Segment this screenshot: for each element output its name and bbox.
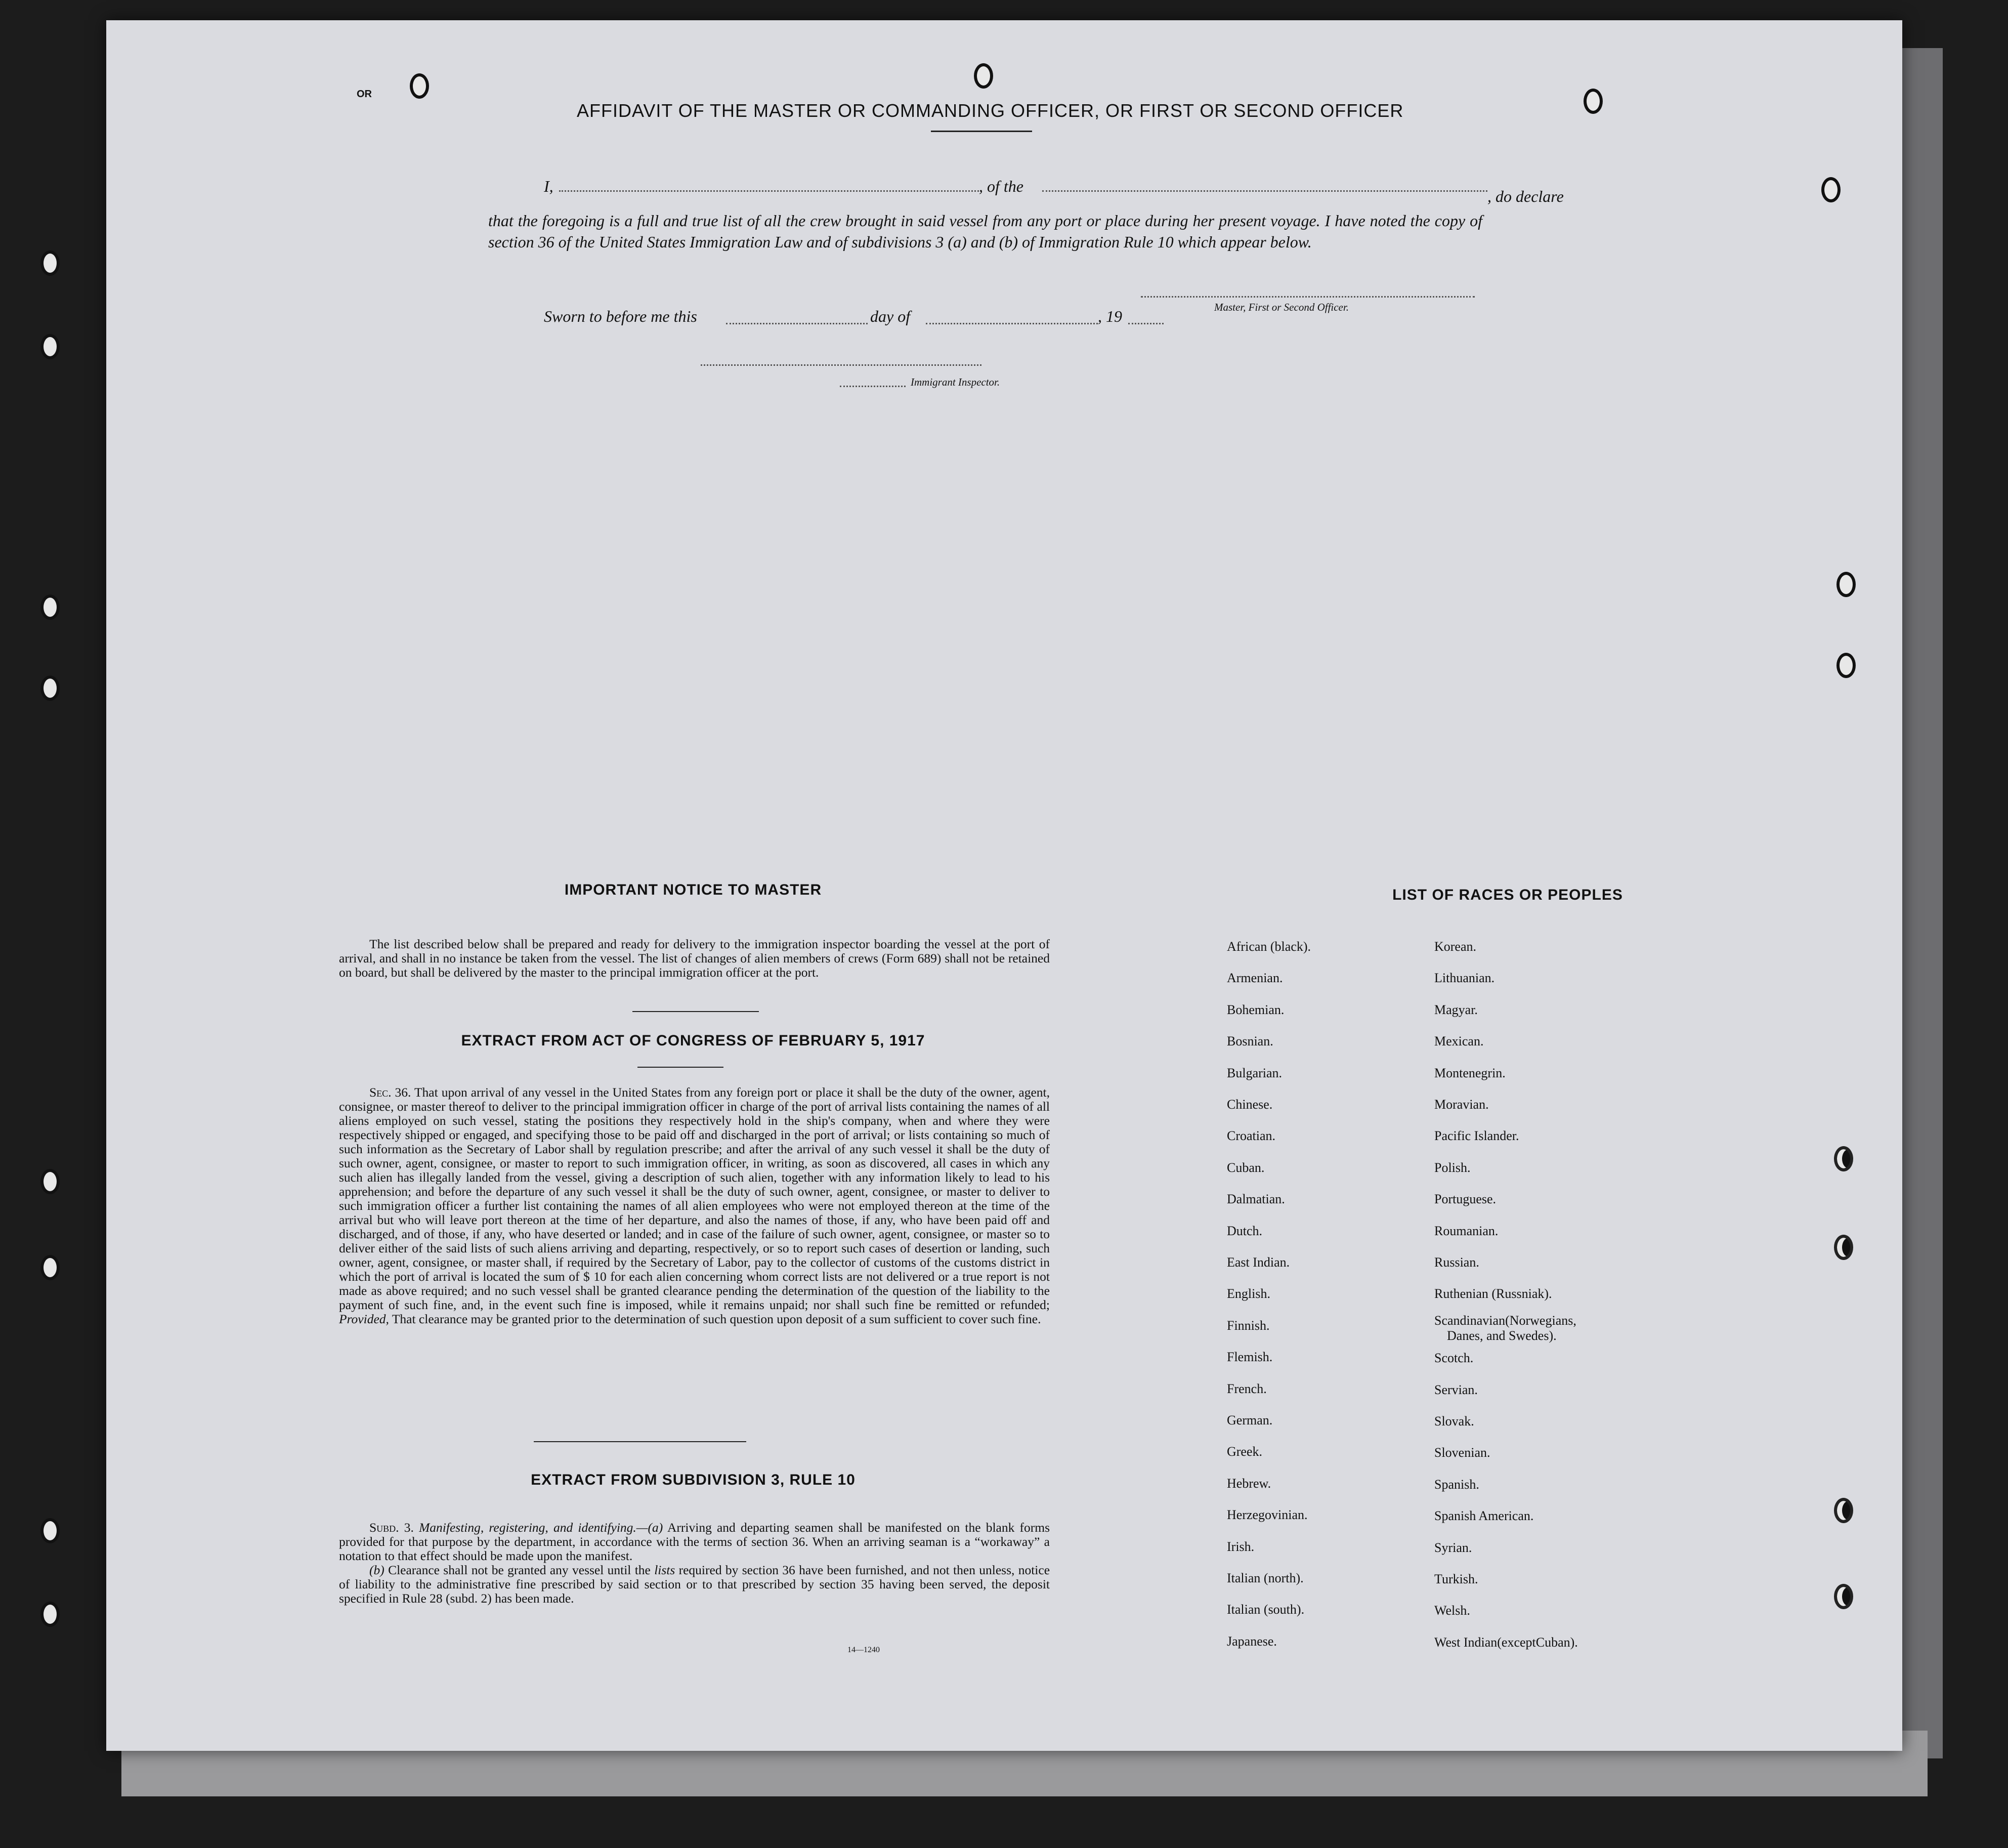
race-item: Spanish. — [1434, 1477, 1479, 1492]
race-item: Portuguese. — [1434, 1192, 1497, 1207]
race-item: Mexican. — [1434, 1034, 1484, 1049]
signature-caption: Master, First or Second Officer. — [1214, 301, 1349, 313]
race-item: Flemish. — [1227, 1350, 1273, 1365]
race-item: Roumanian. — [1434, 1223, 1499, 1238]
section-label: Sec. 36. — [369, 1085, 411, 1100]
rule-extract-title: EXTRACT FROM SUBDIVISION 3, RULE 10 — [531, 1472, 856, 1488]
punch-hole-icon — [410, 73, 429, 99]
race-item: Magyar. — [1434, 1002, 1478, 1017]
race-item: Russian. — [1434, 1255, 1479, 1270]
punch-hole-icon — [1821, 177, 1841, 202]
race-item: English. — [1227, 1286, 1270, 1301]
act-extract-text — [339, 1085, 1050, 1326]
race-item: Moravian. — [1434, 1097, 1489, 1112]
punch-hole-icon — [1834, 1584, 1853, 1609]
affidavit-declaration: that the foregoing is a full and true list of all the crew brought in said vessel from any port or place during her present voyage. I have noted the copy of section 36 of the United States Immigration Law and of subdivisions 3 (a) and (b) of Immigration Rule 10 which appear below. — [488, 212, 1482, 251]
punch-hole-icon — [40, 1255, 60, 1280]
race-item: African (black). — [1227, 939, 1311, 954]
punch-hole-icon — [1834, 1146, 1853, 1171]
race-item: Spanish American. — [1434, 1508, 1534, 1524]
notice-text: The list described below shall be prepared and ready for delivery to the immigration inspector boarding the vessel at the port of arrival, and shall in no instance be taken from the vessel. The list of changes of alien members of crews (Form 689) shall not be retained on board, but shall be delivered by the master to the principal immigration officer at the port. — [339, 937, 1050, 980]
race-item: Servian. — [1434, 1382, 1478, 1397]
affidavit-i: I, — [544, 177, 553, 195]
race-item: German. — [1227, 1413, 1273, 1427]
punch-hole-icon — [40, 334, 60, 359]
sworn-year-field[interactable] — [1128, 323, 1164, 324]
race-item: Lithuanian. — [1434, 971, 1495, 986]
race-item: Hebrew. — [1227, 1476, 1271, 1491]
punch-hole-icon — [40, 1602, 60, 1627]
para-b-pre: Clearance shall not be granted any vessel until the — [388, 1563, 651, 1577]
inspector-signature-line[interactable] — [701, 364, 981, 366]
races-title: LIST OF RACES OR PEOPLES — [1392, 887, 1623, 903]
race-item: French. — [1227, 1381, 1267, 1396]
race-item: Welsh. — [1434, 1603, 1470, 1618]
proviso-word: Provided, — [339, 1312, 389, 1326]
race-item: Japanese. — [1227, 1633, 1277, 1649]
race-item: Bosnian. — [1227, 1034, 1273, 1049]
race-item: Irish. — [1227, 1539, 1255, 1554]
punch-hole-icon — [1834, 1498, 1853, 1523]
proviso-text: That clearance may be granted prior to the determination of such question upon deposit of a sum sufficient to cover such fine. — [392, 1312, 1041, 1326]
notice-title: IMPORTANT NOTICE TO MASTER — [564, 881, 822, 898]
para-b-label: (b) — [369, 1563, 384, 1577]
rule-extract-text — [339, 1521, 1050, 1606]
race-item: Armenian. — [1227, 971, 1283, 986]
race-item: Pacific Islander. — [1434, 1128, 1519, 1144]
punch-hole-icon — [40, 250, 60, 276]
sworn-year: , 19 — [1098, 307, 1122, 325]
vessel-field[interactable] — [1042, 190, 1487, 192]
race-item: Bulgarian. — [1227, 1065, 1283, 1080]
document-page — [106, 20, 1902, 1751]
punch-hole-icon — [1836, 572, 1856, 597]
race-item: Cuban. — [1227, 1160, 1265, 1175]
sworn-day-field[interactable] — [726, 323, 868, 324]
rule-para-a — [339, 1521, 1050, 1563]
sworn-day-of: day of — [870, 307, 911, 325]
race-item: Turkish. — [1434, 1572, 1478, 1586]
punch-hole-icon — [40, 676, 60, 701]
inspector-dots — [840, 386, 906, 387]
race-item: Polish. — [1434, 1160, 1471, 1175]
signature-line[interactable] — [1141, 296, 1475, 298]
rule-divider — [534, 1441, 746, 1442]
race-item: Finnish. — [1227, 1318, 1270, 1333]
race-item: Dalmatian. — [1227, 1192, 1285, 1207]
punch-hole-icon — [1834, 1235, 1853, 1260]
punch-hole-icon — [1836, 653, 1856, 678]
race-item: Scandinavian(Norwegians, — [1434, 1313, 1576, 1328]
affidavit-do-declare: , do declare — [1487, 187, 1564, 205]
para-a-text: Arriving and departing seamen shall be manifested on the blank forms provided for that purpose by the department, in accordance with the terms of section 36. When an arriving seaman is a “workaway” a notation to that effect should be made upon the manifest. — [339, 1520, 1050, 1563]
name-field[interactable] — [559, 190, 979, 192]
subd-label: Subd. 3. — [369, 1520, 414, 1535]
race-item: Slovak. — [1434, 1414, 1474, 1429]
race-item: Dutch. — [1227, 1223, 1263, 1238]
race-item: Scotch. — [1434, 1351, 1474, 1366]
race-item: Slovenian. — [1434, 1445, 1490, 1460]
race-item: Bohemian. — [1227, 1002, 1285, 1017]
title-rule — [931, 131, 1032, 132]
race-item: Croatian. — [1227, 1128, 1276, 1144]
punch-hole-icon — [40, 595, 60, 620]
corner-mark: OR — [357, 89, 372, 100]
section-text: That upon arrival of any vessel in the United States from any foreign port or place it shall be the duty of the owner, agent, consignee, or master thereof to deliver to the principal immigration officer in charge of the port of arrival lists containing the names of all aliens employed on such vessel, stating the positions they respectively hold in the ship's company, when and where they were respectively shipped or engaged, and specifying those to be paid off and discharged in the port of arrival; or lists containing so much of such information as the Secretary of Labor shall by regulation prescribe; and after the arrival of any such vessel it shall be the duty of such owner, agent, consignee, or master to report to such immigration officer, in writing, as soon as discovered, all cases in which any such alien has illegally landed from the vessel, giving a description of such alien, together with any information likely to lead to his apprehension; and before the departure of any such vessel it shall be the duty of such owner, agent, consignee, or master to deliver to such immigration officer a further list containing the names of all alien employees who were not employed thereon at the time of the arrival but who will leave port thereon at the time of her departure, and also the names of those, if any, who have been paid off and discharged, and of those, if any, who have deserted or landed; and in case of the failure of such owner, agent, consignee, or master so to deliver either of the said lists of such aliens arriving and departing, respectively, or so to report such cases of desertion or landing, such owner, agent, consignee, or master shall, if required by the Secretary of Labor, pay to the collector of customs of the customs district in which the port of arrival is located the sum of $ 10 for each alien concerning whom correct lists are not delivered or a true report is not made as above required; and no such vessel shall be granted clearance pending the determination of the question of the liability to the payment of such fine, and, in the event such fine is imposed, while it remains unpaid; nor shall such fine be remitted or refunded; — [339, 1085, 1050, 1312]
punch-hole-icon — [1584, 89, 1603, 114]
subd-heading: Manifesting, registering, and identifying.—(a) — [419, 1520, 663, 1535]
act-extract-title: EXTRACT FROM ACT OF CONGRESS OF FEBRUARY 5, 1917 — [461, 1032, 925, 1049]
race-item-continuation: Danes, and Swedes). — [1447, 1328, 1557, 1343]
affidavit-of-the: , of the — [979, 177, 1023, 195]
race-item: Greek. — [1227, 1444, 1263, 1459]
race-item: Italian (north). — [1227, 1571, 1304, 1585]
race-item: Syrian. — [1434, 1540, 1472, 1555]
punch-hole-icon — [974, 63, 993, 89]
race-item: East Indian. — [1227, 1255, 1290, 1270]
race-item: Chinese. — [1227, 1097, 1273, 1112]
para-b-post: required by section 36 have been furnished, and not then unless, notice of liability to the administrative fine prescribed by said section or to that prescribed by section 35 having been served, the deposit specified in Rule 28 (subd. 2) has been made. — [339, 1563, 1050, 1606]
race-item: Italian (south). — [1227, 1602, 1305, 1617]
race-item: Herzegovinian. — [1227, 1507, 1308, 1523]
inspector-caption: Immigrant Inspector. — [911, 376, 1000, 388]
punch-hole-icon — [40, 1518, 60, 1543]
race-item: West Indian(exceptCuban). — [1434, 1634, 1578, 1650]
rule-divider — [637, 1067, 723, 1068]
sworn-month-field[interactable] — [926, 323, 1098, 324]
race-item: Montenegrin. — [1434, 1065, 1506, 1080]
affidavit-title: AFFIDAVIT OF THE MASTER OR COMMANDING OFFICER, OR FIRST OR SECOND OFFICER — [577, 100, 1404, 121]
punch-hole-icon — [40, 1169, 60, 1194]
rule-para-b — [339, 1563, 1050, 1606]
form-number: 14—1240 — [847, 1646, 880, 1654]
race-item: Korean. — [1434, 939, 1477, 954]
para-b-lists: lists — [654, 1563, 675, 1577]
race-item: Ruthenian (Russniak). — [1434, 1286, 1552, 1301]
rule-divider — [632, 1011, 759, 1012]
sworn-prefix: Sworn to before me this — [544, 307, 697, 325]
